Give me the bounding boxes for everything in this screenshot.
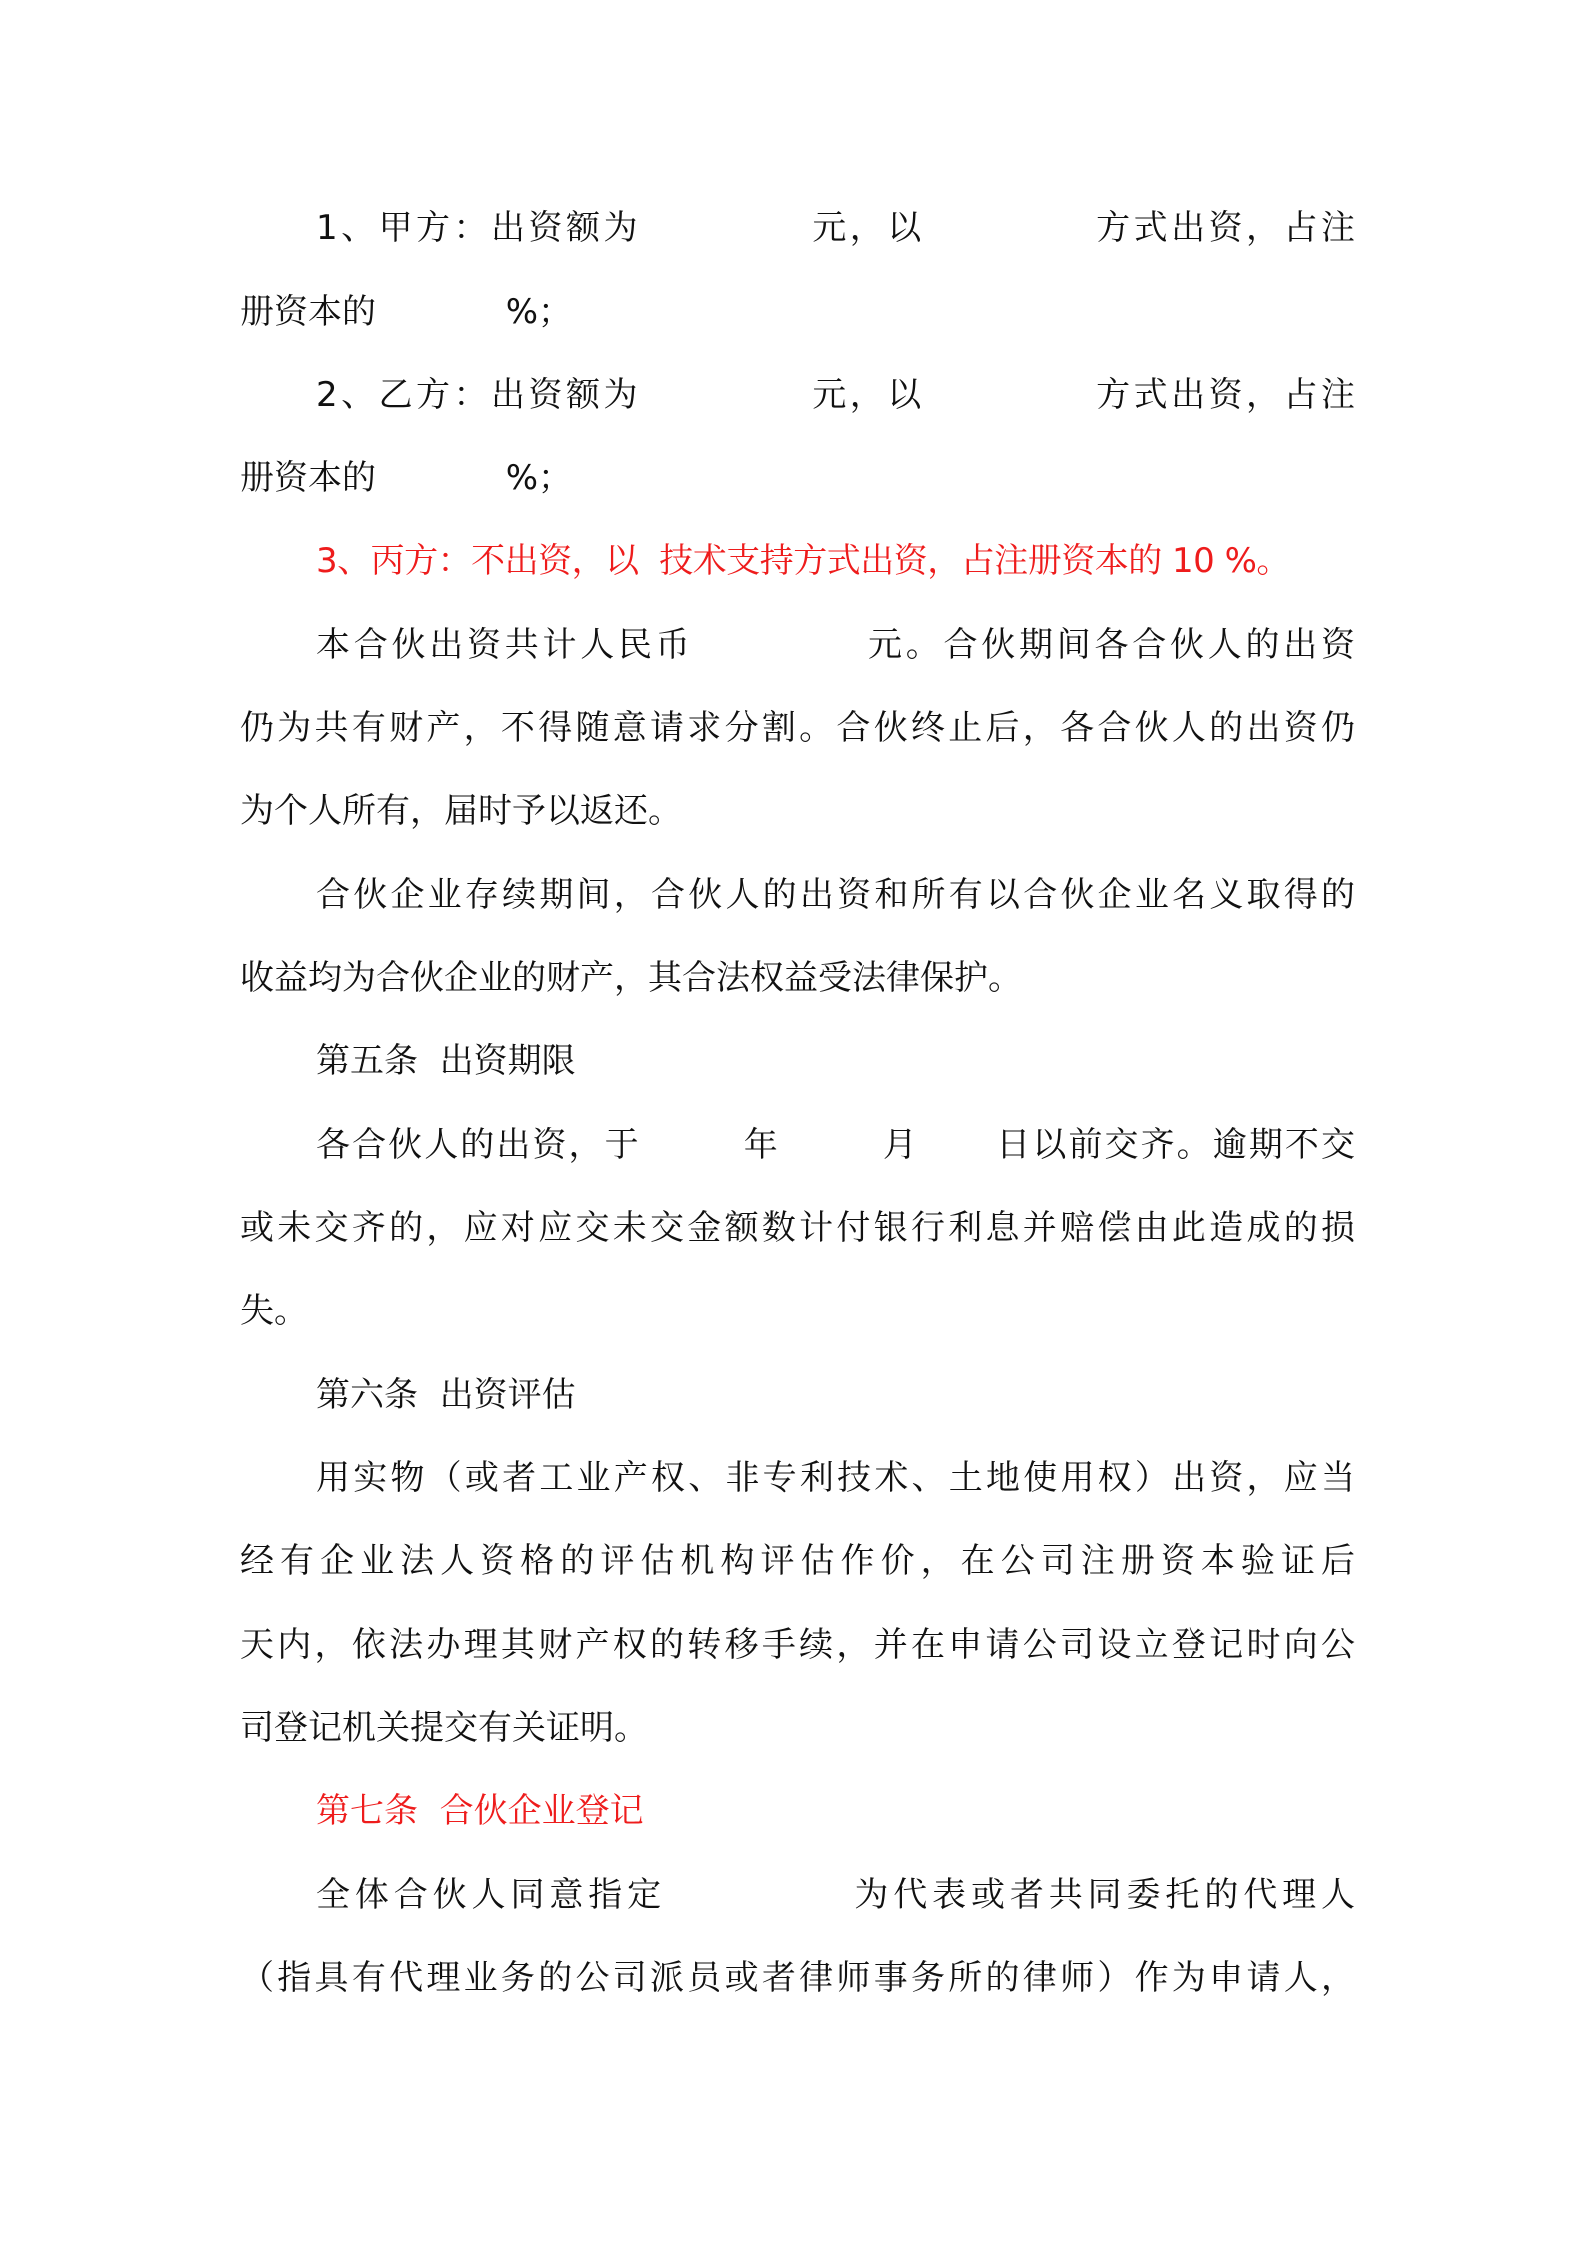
total-capital-line-1: 本合伙出资共计人民币 元。合伙期间各合伙人的出资 [316, 625, 1355, 665]
total-capital-line-3: 为个人所有，届时予以返还。 [240, 791, 682, 831]
clause-party-a-line-2: 册资本的 %； [240, 292, 572, 332]
clause-party-b-line-2: 册资本的 %； [240, 458, 572, 498]
contribution-appraisal-line-4: 司登记机关提交有关证明。 [240, 1708, 648, 1748]
contribution-appraisal-line-2: 经有企业法人资格的评估机构评估作价，在公司注册资本验证后 [240, 1541, 1355, 1581]
partnership-property-line-2: 收益均为合伙企业的财产，其合法权益受法律保护。 [240, 958, 1022, 998]
clause-party-a-line-1: 1、甲方：出资额为 元，以 方式出资，占注 [316, 208, 1355, 248]
registration-line-2: （指具有代理业务的公司派员或者律师事务所的律师）作为申请人， [240, 1958, 1355, 1998]
registration-line-1: 全体合伙人同意指定 为代表或者共同委托的代理人 [316, 1875, 1355, 1915]
contribution-appraisal-line-1: 用实物（或者工业产权、非专利技术、土地使用权）出资，应当 [316, 1458, 1355, 1498]
article-5-heading: 第五条 出资期限 [316, 1041, 576, 1081]
total-capital-line-2: 仍为共有财产，不得随意请求分割。合伙终止后，各合伙人的出资仍 [240, 708, 1355, 748]
clause-party-b-line-1: 2、乙方：出资额为 元，以 方式出资，占注 [316, 375, 1355, 415]
article-6-heading: 第六条 出资评估 [316, 1375, 576, 1415]
contribution-deadline-line-2: 或未交齐的，应对应交未交金额数计付银行利息并赔偿由此造成的损 [240, 1208, 1355, 1248]
clause-party-c-line: 3、丙方：不出资，以 技术支持方式出资，占注册资本的 10 %。 [316, 541, 1290, 581]
article-7-heading: 第七条 合伙企业登记 [316, 1791, 644, 1831]
contribution-deadline-line-1: 各合伙人的出资，于 年 月 日以前交齐。逾期不交 [316, 1125, 1355, 1165]
contribution-deadline-line-3: 失。 [240, 1291, 308, 1331]
contribution-appraisal-line-3: 天内，依法办理其财产权的转移手续，并在申请公司设立登记时向公 [240, 1625, 1355, 1665]
partnership-property-line-1: 合伙企业存续期间，合伙人的出资和所有以合伙企业名义取得的 [316, 875, 1355, 915]
